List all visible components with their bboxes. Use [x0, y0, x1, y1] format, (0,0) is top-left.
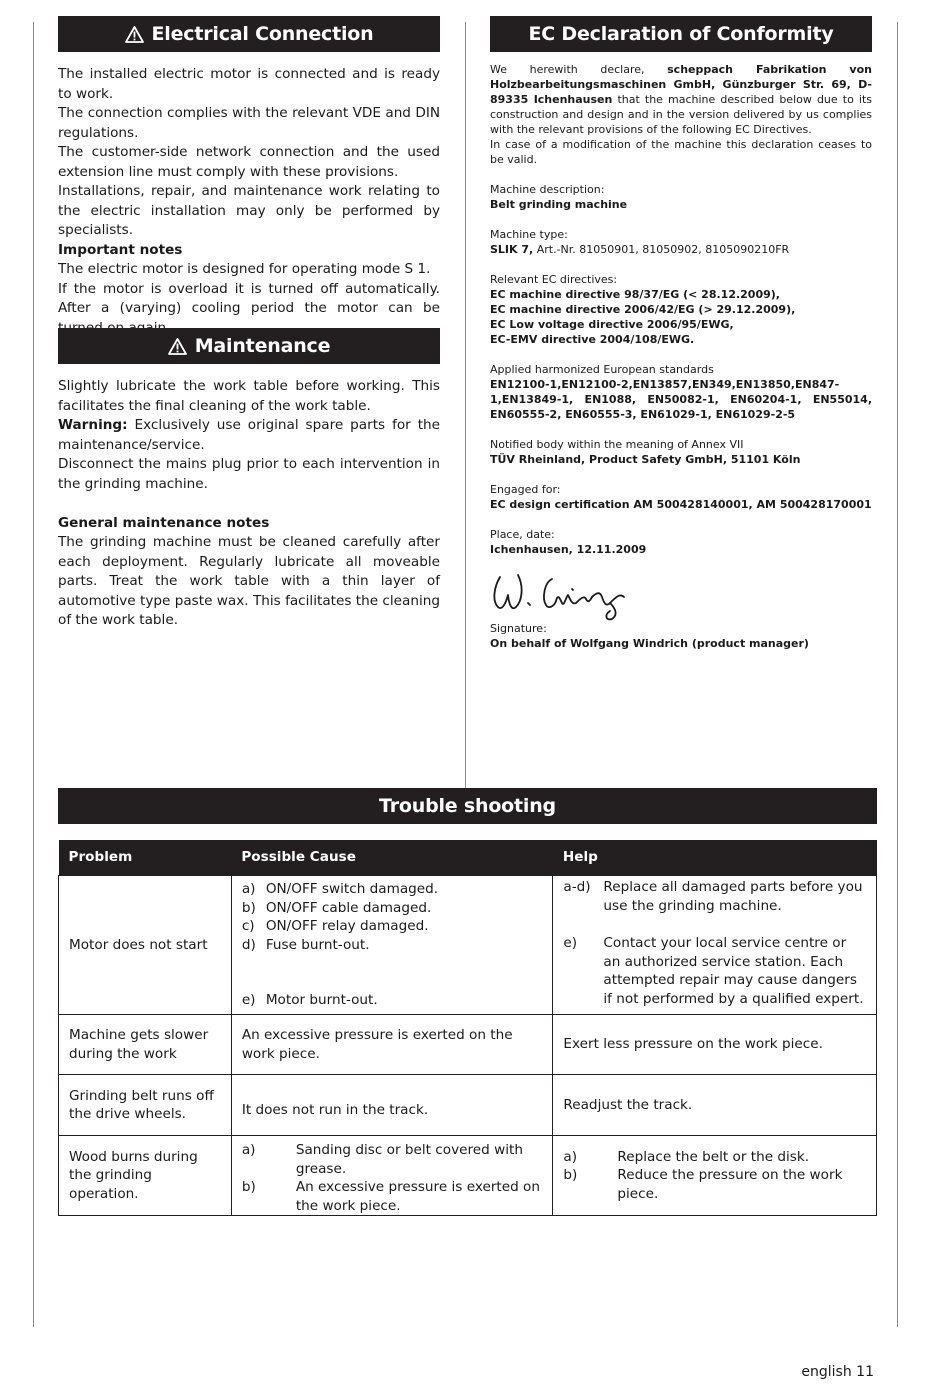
- general-maintenance-heading: General maintenance notes: [58, 514, 270, 531]
- machine-description-value: Belt grinding machine: [490, 198, 628, 211]
- problem-cell: Machine gets slower during the work: [59, 1015, 232, 1075]
- help-cell: Readjust the track.: [553, 1075, 877, 1136]
- electrical-connection-banner: [58, 16, 440, 52]
- header-possible-cause: Possible Cause: [231, 840, 553, 876]
- machine-description-label: Machine description:: [490, 183, 605, 196]
- right-margin-rule: [897, 22, 898, 1327]
- ec-modification-note: In case of a modification of the machine this declaration ceases to be valid.: [490, 138, 872, 166]
- header-help: Help: [553, 840, 877, 876]
- directive-1: EC machine directive 98/37/EG (< 28.12.2009),: [490, 288, 780, 301]
- header-problem: Problem: [59, 840, 232, 876]
- electrical-connection-title: Electrical Connection: [151, 23, 374, 45]
- machine-type-value: SLIK 7, Art.-Nr. 81050901, 81050902, 8105090210FR: [490, 243, 790, 256]
- maintenance-title: Maintenance: [194, 335, 331, 357]
- cause-cell: a) ON/OFF switch damaged. b) ON/OFF cable damaged. c) ON/OFF relay damaged. d) Fuse burnt-out. e) Motor burnt-out.: [231, 876, 553, 1015]
- cause-cell: a) Sanding disc or belt covered with grease. b) An excessive pressure is exerted on the work piece.: [231, 1136, 553, 1216]
- important-notes-heading: Important notes: [58, 241, 183, 258]
- problem-cell: Motor does not start: [59, 876, 232, 1015]
- maintenance-banner: [58, 328, 440, 364]
- machine-type-label: Machine type:: [490, 228, 568, 241]
- problem-cell: Grinding belt runs off the drive wheels.: [59, 1075, 232, 1136]
- ec-intro: We herewith declare, scheppach Fabrikation von Holzbearbeitungsmaschinen GmbH, Günzburger Str. 69, D-89335 Ichenhausen that the machine described below due to its construction and design and in the version delivered by us complies with the relevant provisions of the following EC Directives.: [490, 63, 872, 136]
- cause-cell: An excessive pressure is exerted on the work piece.: [231, 1015, 553, 1075]
- warning-text: Exclusively use original spare parts for the maintenance/service.: [58, 417, 440, 453]
- ec-declaration-title: EC Declaration of Conformity: [528, 23, 834, 45]
- ec-declaration-text: [490, 62, 872, 557]
- manufacturer-address: scheppach Fabrikation von Holzbearbeitungsmaschinen GmbH, Günzburger Str. 69, D-89335 Ichenhausen: [490, 63, 872, 106]
- notified-body-value: TÜV Rheinland, Product Safety GmbH, 51101 Köln: [490, 453, 801, 466]
- table-row: [59, 1015, 877, 1075]
- electrical-p4: Installations, repair, and maintenance work relating to the electric installation may only be performed by specialists.: [58, 183, 440, 238]
- table-row: [59, 1136, 877, 1216]
- left-margin-rule: [33, 22, 34, 1327]
- problem-cell: Wood burns during the grinding operation.: [59, 1136, 232, 1216]
- engaged-for-value: EC design certification AM 500428140001, AM 500428170001: [490, 498, 872, 511]
- warning-triangle-icon: [125, 26, 144, 43]
- electrical-p1: The installed electric motor is connected and is ready to work.: [58, 66, 440, 102]
- maintenance-p1: Slightly lubricate the work table before working. This facilitates the final cleaning of the work table.: [58, 378, 440, 414]
- maintenance-text: [58, 377, 440, 631]
- table-row: [59, 876, 877, 1015]
- directive-3: EC Low voltage directive 2006/95/EWG,: [490, 318, 734, 331]
- help-cell: a-d) Replace all damaged parts before you use the grinding machine. e) Contact your local service centre or an authorized service station. Each attempted repair may cause dangers if not performed by a qualified expert.: [553, 876, 877, 1015]
- electrical-p3: The customer-side network connection and the used extension line must comply with these provisions.: [58, 144, 440, 180]
- help-cell: Exert less pressure on the work piece.: [553, 1015, 877, 1075]
- directive-2: EC machine directive 2006/42/EG (> 29.12.2009),: [490, 303, 796, 316]
- signature-value: On behalf of Wolfgang Windrich (product manager): [490, 637, 809, 650]
- ec-declaration-banner: [490, 16, 872, 52]
- signature-label: Signature:: [490, 622, 547, 635]
- warning-label: Warning:: [58, 417, 128, 433]
- standards-label: Applied harmonized European standards: [490, 363, 714, 376]
- electrical-p2: The connection complies with the relevant VDE and DIN regulations.: [58, 105, 440, 141]
- column-divider-rule: [465, 22, 466, 788]
- directive-4: EC-EMV directive 2004/108/EWG.: [490, 333, 695, 346]
- handwritten-signature: [488, 563, 638, 627]
- maintenance-warning: [58, 416, 440, 455]
- table-row: [59, 1075, 877, 1136]
- help-cell: a) Replace the belt or the disk. b) Reduce the pressure on the work piece.: [553, 1136, 877, 1216]
- maintenance-p4: The grinding machine must be cleaned carefully after each deployment. Regularly lubricate all moveable parts. Treat the work table with a thin layer of automotive type paste wax. This facilitates the cleaning of the work table.: [58, 534, 440, 628]
- trouble-shooting-table: [58, 840, 877, 1216]
- directives-label: Relevant EC directives:: [490, 273, 618, 286]
- engaged-for-label: Engaged for:: [490, 483, 561, 496]
- cause-cell: It does not run in the track.: [231, 1075, 553, 1136]
- electrical-connection-text: [58, 65, 440, 338]
- page-number: english 11: [801, 1364, 874, 1380]
- standards-value: EN12100-1,EN12100-2,EN13857,EN349,EN13850,EN847-1,EN13849-1, EN1088, EN50082-1, EN60204-1, EN55014, EN60555-2, EN60555-3, EN61029-1, EN61029-2-5: [490, 378, 872, 421]
- trouble-shooting-title: Trouble shooting: [379, 795, 556, 817]
- maintenance-p3: Disconnect the mains plug prior to each intervention in the grinding machine.: [58, 456, 440, 492]
- electrical-p6: If the motor is overload it is turned off automatically. After a (varying) cooling period the motor can be: [58, 280, 440, 316]
- trouble-shooting-banner: [58, 788, 877, 824]
- place-date-value: Ichenhausen, 12.11.2009: [490, 543, 647, 556]
- place-date-label: Place, date:: [490, 528, 555, 541]
- electrical-p5: The electric motor is designed for operating mode S 1.: [58, 261, 431, 277]
- notified-body-label: Notified body within the meaning of Annex VII: [490, 438, 744, 451]
- table-header-row: [59, 840, 877, 876]
- warning-triangle-icon: [168, 338, 187, 355]
- signature-block: [490, 621, 872, 651]
